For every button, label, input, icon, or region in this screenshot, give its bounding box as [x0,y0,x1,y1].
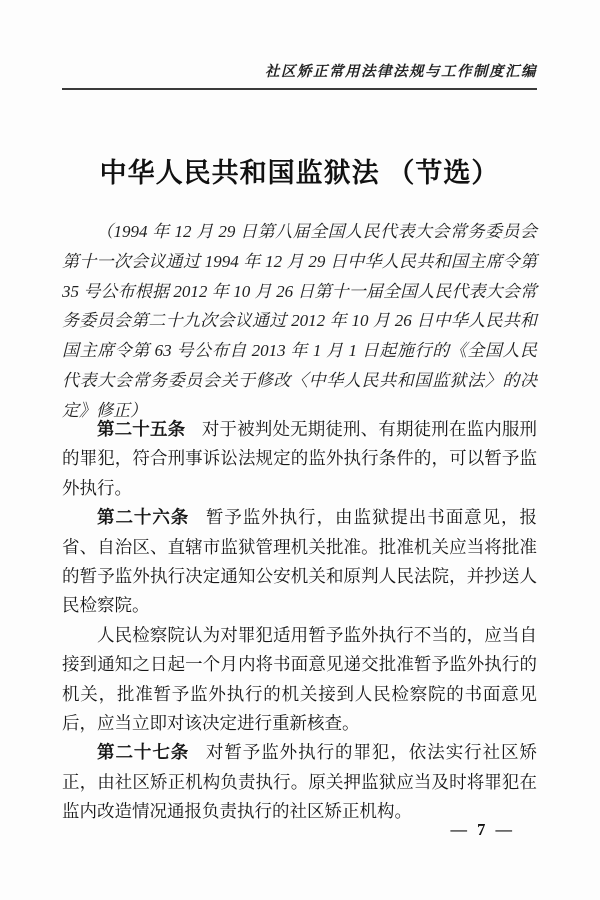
article-paragraph-27 [62,738,537,826]
article-number-label: 第二十七条 [97,742,190,763]
article-paragraph-26 [62,503,537,621]
article-text: 人民检察院认为对罪犯适用暂予监外执行不当的，应当自接到通知之日起一个月内将书面意见递交批准暂予监外执行的机关，批准暂予监外执行的机关接到人民检察院的书面意见后，应当立即对该决定进行重新核查。 [62,624,537,734]
article-text: 对暂予监外执行的罪犯，依法实行社区矫正，由社区矫正机构负责执行。原关押监狱应当及时将罪犯在监内改造情况通报负责执行的社区矫正机构。 [62,742,538,822]
preamble-paragraph: （1994 年 12 月 29 日第八届全国人民代表大会常务委员会第十一次会议通过 1994 年 12 月 29 日中华人民共和国主席令第 35 号公布根据 2012 年 10 月 26 日第十一届全国人民代表大会常务委员会第二十九次会议通过 2012 年 10 月 26 日中华人民共和国主席令第 63 号公布自 2013 年 1 月 1 日起施行的《全国人民代表大会常务委员会关于修改〈中华人民共和国监狱法〉的决定》修正） [62,222,537,420]
article-paragraph-25 [62,415,537,503]
page-number: — 7 — [450,820,515,839]
article-text: 对于被判处无期徒刑、有期徒刑在监内服刑的罪犯，符合刑事诉讼法规定的监外执行条件的，可以暂予监外执行。 [62,419,537,498]
document-title: 中华人民共和国监狱法 （节选） [99,158,500,188]
article-number-label: 第二十六条 [97,507,190,528]
article-paragraph-26-continued [62,621,537,739]
article-number-label: 第二十五条 [97,419,186,439]
header-rule [62,88,537,90]
article-text: 暂予监外执行，由监狱提出书面意见，报省、自治区、直辖市监狱管理机关批准。批准机关应当将批准的暂予监外执行决定通知公安机关和原判人民法院，并抄送人民检察院。 [62,507,538,616]
running-header-title: 社区矫正常用法律法规与工作制度汇编 [265,64,537,80]
document-body [62,415,537,827]
